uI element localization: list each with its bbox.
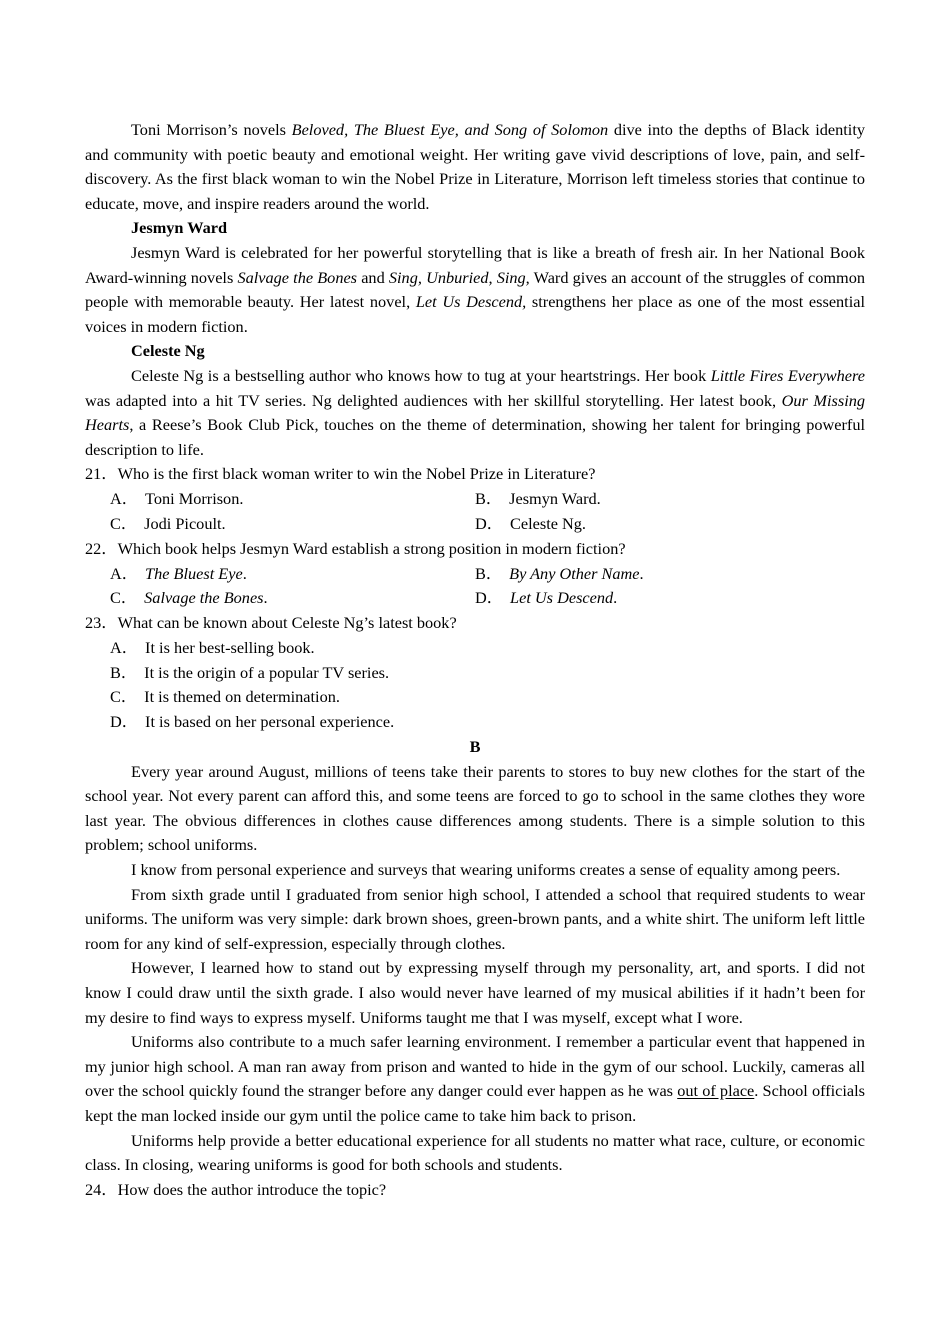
option-letter: C． [110, 588, 138, 608]
option-letter: A． [110, 563, 139, 583]
italic-run: Let Us Descend, [415, 292, 527, 312]
option-letter: B． [475, 563, 503, 583]
paragraph-celeste-ng [85, 364, 865, 462]
option-trailing-punctuation: . [263, 588, 268, 608]
option-21-D[interactable] [450, 512, 815, 537]
text-run: and [357, 267, 389, 287]
heading-jesmyn-ward: Jesmyn Ward [131, 218, 228, 238]
option-label: Celeste Ng. [510, 513, 587, 533]
option-label: By Any Other Name [509, 563, 640, 583]
option-label: Let Us Descend [510, 588, 614, 608]
text-run: However, I learned how to stand out by expressing myself through my personality, art, and sports. I did not know I could draw until the sixth grade. I also would never have learned of my musical abilities if it hadn’t been for my desire to find ways to express myself. Uniforms taught me that I was myself, except what I wore. [85, 958, 865, 1027]
question-21-options [85, 487, 865, 537]
option-letter: B． [475, 489, 503, 509]
option-22-C[interactable] [85, 586, 450, 611]
text-run: , a Reese’s Book Club Pick, touches on the theme of determination, showing her talent for bringing powerful description to life. [85, 415, 865, 459]
option-22-D[interactable] [450, 586, 815, 611]
option-label: Salvage the Bones [144, 588, 264, 608]
option-row [85, 562, 865, 587]
italic-run: Little Fires Everywhere [710, 365, 865, 385]
option-row [85, 487, 865, 512]
option-label: Toni Morrison. [145, 489, 244, 509]
option-letter: D． [475, 588, 504, 608]
underlined-phrase: out of place [677, 1081, 755, 1101]
option-row [85, 636, 865, 661]
option-21-C[interactable] [85, 512, 450, 537]
option-letter: C． [110, 687, 138, 707]
option-row [85, 586, 865, 611]
text-run: Toni Morrison’s novels [131, 120, 292, 139]
option-row [85, 685, 865, 710]
question-22-stem: Which book helps Jesmyn Ward establish a strong position in modern fiction? [117, 538, 626, 558]
text-run: Uniforms also contribute to a much safer learning environment. I remember a particular event that happened in my junior high school. A man ran away from prison and wanted to hide in the gym of our school. Luckily, cameras all over the school quickly found the stranger before any danger could ever happen as he was [85, 1032, 865, 1101]
text-run: dive into the depths of Black identity and community with poetic beauty and emotional weight. Her writing gave vivid descriptions of love, pain, and self-discovery. As the first black woman to win the Nobel Prize in Literature, Morrison left timeless stories that continue to educate, move, and inspire readers around the world. [85, 120, 865, 213]
question-23 [85, 611, 865, 636]
option-row [85, 710, 865, 735]
option-label: It is her best-selling book. [145, 637, 315, 657]
paragraph-self-expression [85, 956, 865, 1030]
question-24 [85, 1178, 865, 1203]
option-label: It is based on her personal experience. [145, 712, 395, 732]
paragraph-conclusion [85, 1129, 865, 1178]
option-letter: B． [110, 662, 138, 682]
question-23-number: 23． [85, 613, 118, 633]
italic-run: Sing, Unburied, Sing, [388, 267, 530, 287]
option-21-A[interactable] [85, 487, 450, 512]
paragraph-school-uniform [85, 883, 865, 957]
paragraph-toni-morrison [85, 118, 865, 216]
heading-celeste-ng: Celeste Ng [131, 341, 205, 361]
text-run: Celeste Ng is a bestselling author who knows how to tug at your heartstrings. Her book [131, 365, 711, 385]
option-letter: A． [110, 489, 139, 509]
question-21 [85, 462, 865, 487]
option-22-A[interactable] [85, 562, 450, 587]
option-23-C[interactable] [85, 685, 865, 710]
question-24-number: 24． [85, 1179, 118, 1199]
option-21-B[interactable] [450, 487, 815, 512]
text-column [85, 118, 865, 1203]
option-letter: D． [475, 513, 504, 533]
question-24-stem: How does the author introduce the topic? [117, 1179, 387, 1199]
option-row [85, 661, 865, 686]
italic-run: Salvage the Bones [237, 267, 358, 287]
option-label: It is themed on determination. [144, 687, 340, 707]
paragraph-jesmyn-ward [85, 241, 865, 339]
text-run: strengthens her place as one of the most essential voices in modern fiction. [85, 292, 865, 336]
option-23-B[interactable] [85, 661, 865, 686]
text-run: Ward gives an account of the struggles of common people with memorable beauty. Her latest novel, [85, 267, 865, 312]
italic-run: Beloved, The Bluest Eye, and Song of Solomon [291, 120, 609, 139]
italic-run: Our Missing Hearts [85, 390, 865, 435]
text-run: . School officials kept the man locked inside our gym until the police came to take him back to prison. [85, 1081, 865, 1125]
option-trailing-punctuation: . [613, 588, 618, 608]
paragraph-safety [85, 1030, 865, 1128]
option-label: Jodi Picoult. [144, 513, 226, 533]
option-letter: D． [110, 712, 139, 732]
option-23-A[interactable] [85, 636, 865, 661]
text-run: Every year around August, millions of teens take their parents to stores to buy new clothes for the start of the school year. Not every parent can afford this, and some teens are forced to go to school in the same clothes they wore last year. The obvious differences in clothes cause differences among students. There is a simple solution to this problem; school uniforms. [85, 761, 865, 855]
text-run: Jesmyn Ward is celebrated for her powerful storytelling that is like a breath of fresh air. In her National Book Award-winning novels [85, 242, 865, 287]
question-22-number: 22． [85, 538, 118, 558]
paragraph-equality [85, 858, 865, 883]
option-letter: C． [110, 513, 138, 533]
option-label: Jesmyn Ward. [509, 489, 601, 509]
option-row [85, 512, 865, 537]
text-run: was adapted into a hit TV series. Ng delighted audiences with her skillful storytelling. Her latest book, [85, 390, 782, 410]
option-trailing-punctuation: . [639, 563, 644, 583]
question-22 [85, 537, 865, 562]
option-23-D[interactable] [85, 710, 865, 735]
option-label: The Bluest Eye [145, 563, 243, 583]
text-run: I know from personal experience and surveys that wearing uniforms creates a sense of equality among peers. [131, 860, 841, 880]
option-letter: A． [110, 637, 139, 657]
paragraph-intro [85, 760, 865, 858]
question-23-stem: What can be known about Celeste Ng’s latest book? [117, 613, 457, 633]
section-letter-b: B [469, 737, 481, 757]
question-22-options [85, 562, 865, 612]
text-run: From sixth grade until I graduated from senior high school, I attended a school that required students to wear uniforms. The uniform was very simple: dark brown shoes, green-brown pants, and a white shirt. The uniform left little room for any kind of self-expression, especially through clothes. [85, 884, 865, 953]
question-21-stem: Who is the first black woman writer to win the Nobel Prize in Literature? [117, 464, 596, 484]
option-22-B[interactable] [450, 562, 815, 587]
question-23-options [85, 636, 865, 735]
text-run: Uniforms help provide a better educational experience for all students no matter what race, culture, or economic class. In closing, wearing uniforms is good for both schools and students. [85, 1130, 865, 1175]
question-21-number: 21． [85, 464, 118, 484]
option-label: It is the origin of a popular TV series. [144, 662, 390, 682]
option-trailing-punctuation: . [242, 563, 247, 583]
